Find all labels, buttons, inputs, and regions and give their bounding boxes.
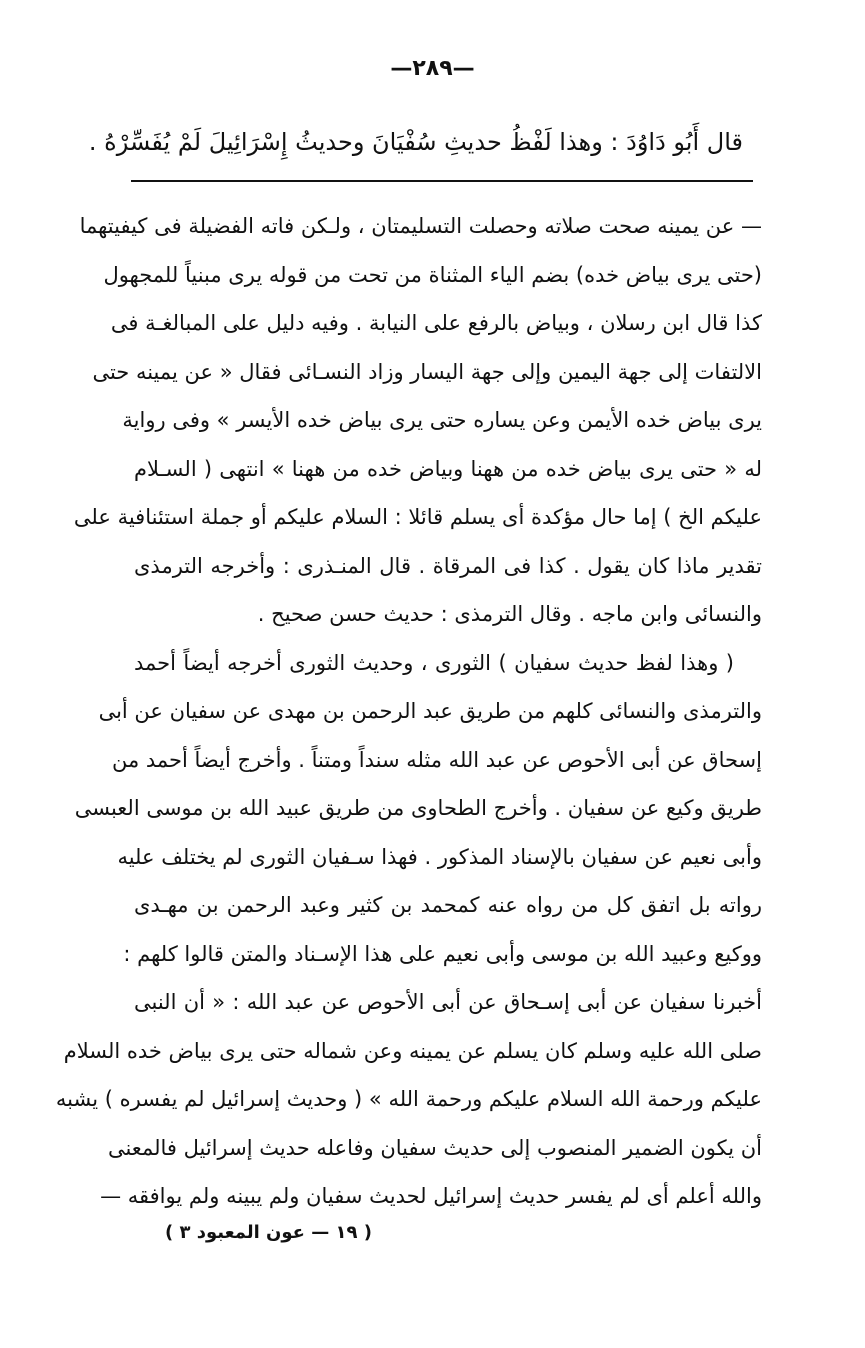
footer-signature: ( ١٩ — عون المعبود ٣ ) <box>164 1222 372 1243</box>
commentary-line: كذا قال ابن رسلان ، وبياض بالرفع على النيابة . وفيه دليل على المبالغـة فى <box>110 311 762 335</box>
separator-rule <box>131 180 753 182</box>
commentary-line: صلى الله عليه وسلم كان يسلم عن يمينه وعن شماله حتى يرى بياض خده السلام <box>63 1038 762 1063</box>
commentary-line: ( وهذا لفظ حديث سفيان ) الثورى ، وحديث الثورى أخرجه أيضاً أحمد <box>134 650 734 675</box>
commentary-line: والترمذى والنسائى كلهم من طريق عبد الرحمن بن مهدى عن سفيان عن أبى <box>98 699 762 723</box>
commentary-line: والله أعلم أى لم يفسر حديث إسرائيل لحديث سفيان ولم يبينه ولم يوافقه — <box>100 1184 762 1208</box>
commentary-line: والنسائى وابن ماجه . وقال الترمذى : حديث حسن صحيح . <box>257 602 762 626</box>
commentary-line: — عن يمينه صحت صلاته وحصلت التسليمتان ، ولـكن فاته الفضيلة فى كيفيتهما <box>79 214 762 238</box>
commentary-line: وأبى نعيم عن سفيان بالإسناد المذكور . فهذا سـفيان الثورى لم يختلف عليه <box>117 844 762 869</box>
commentary-line: ووكيع وعبيد الله بن موسى وأبى نعيم على هذا الإسـناد والمتن قالوا كلهم : <box>123 941 762 966</box>
commentary-line: أخبرنا سفيان عن أبى إسـحاق عن أبى الأحوص عن عبد الله : « أن النبى <box>134 990 762 1014</box>
commentary-line: عليكم ورحمة الله السلام عليكم ورحمة الله » ( وحديث إسرائيل لم يفسره ) يشبه <box>55 1087 762 1111</box>
commentary-line: إسحاق عن أبى الأحوص عن عبد الله مثله سنداً ومتناً . وأخرج أيضاً أحمد من <box>111 747 762 772</box>
hadith-main-text: قال أَبُو دَاوُدَ : وهذا لَفْظُ حديثِ سُفْيَانَ وحديثُ إِسْرَائِيلَ لَمْ يُفَسِّرْهُ . <box>88 128 743 156</box>
commentary-line: الالتفات إلى جهة اليمين وإلى جهة اليسار وزاد النسـائى فقال « عن يمينه حتى <box>92 359 762 384</box>
commentary-line: (حتى يرى بياض خده) بضم الياء المثناة من تحت من قوله يرى مبنياً للمجهول <box>103 262 762 287</box>
page-number: —٢٨٩— <box>390 56 475 81</box>
commentary-line: عليكم الخ ) إما حال مؤكدة أى يسلم قائلا : السلام عليكم أو جملة استئنافية على <box>73 505 762 529</box>
commentary-line: يرى بياض خده الأيمن وعن يساره حتى يرى بياض خده الأيسر » وفى رواية <box>122 408 762 432</box>
commentary-line: رواته بل اتفق كل من رواه عنه كمحمد بن كثير وعبد الرحمن بن مهـدى <box>134 893 762 917</box>
commentary-line: تقدير ماذا كان يقول . كذا فى المرقاة . قال المنـذرى : وأخرجه الترمذى <box>134 553 762 578</box>
commentary-line: له « حتى يرى بياض خده من ههنا وبياض خده من ههنا » انتهى ( السـلام <box>134 456 762 481</box>
commentary-line: أن يكون الضمير المنصوب إلى حديث سفيان وفاعله حديث إسرائيل فالمعنى <box>107 1135 762 1160</box>
commentary-line: طريق وكيع عن سفيان . وأخرج الطحاوى من طريق عبيد الله بن موسى العبسى <box>74 796 762 820</box>
commentary-block <box>55 202 762 1221</box>
